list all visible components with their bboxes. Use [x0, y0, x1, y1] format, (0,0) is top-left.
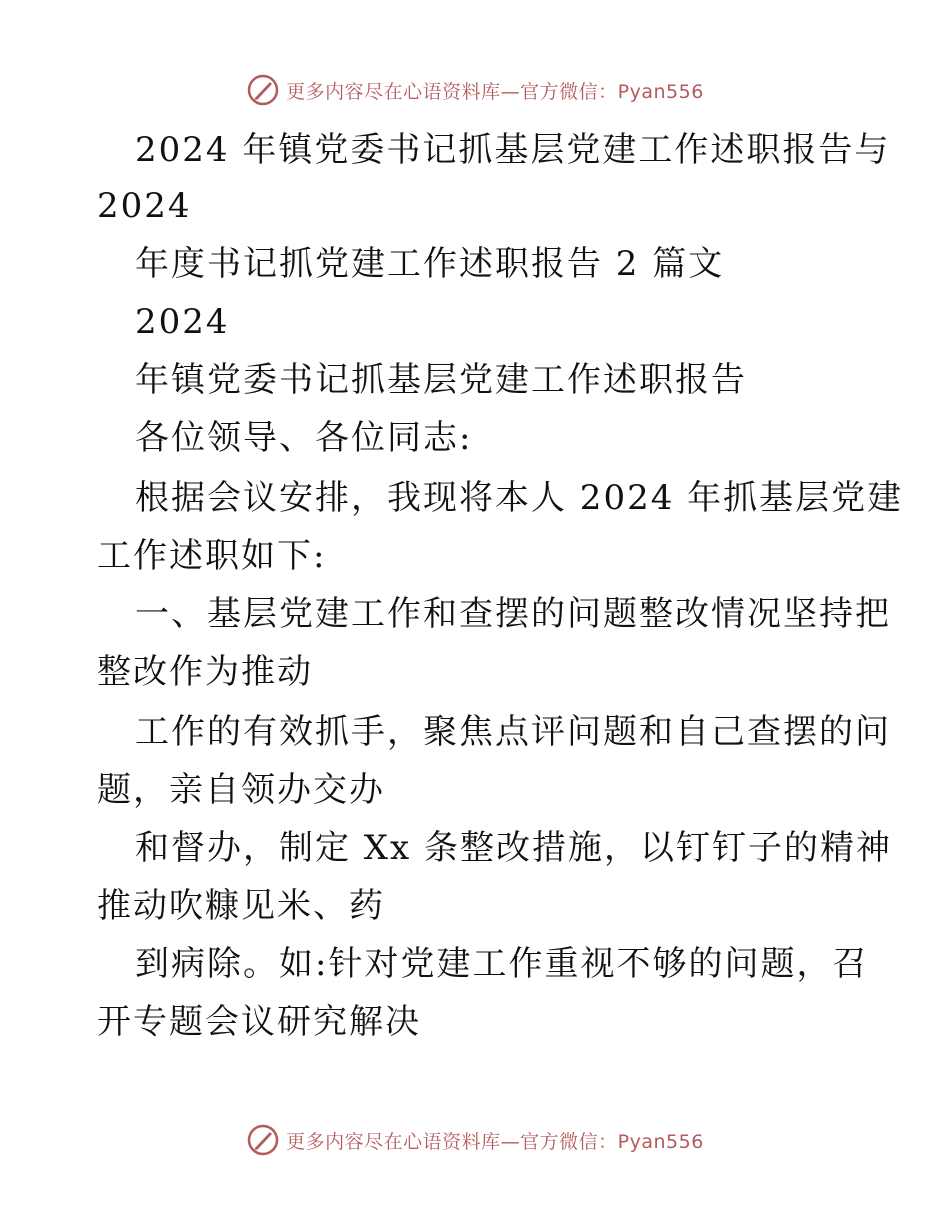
paragraph-line: 工作的有效抓手，聚焦点评问题和自己查摆的问: [135, 712, 891, 752]
title-line-1: 2024 年镇党委书记抓基层党建工作述职报告与: [135, 130, 891, 170]
paragraph-line: 题，亲自领办交办: [97, 770, 385, 810]
paragraph-line: 开专题会议研究解决: [97, 1002, 421, 1042]
title-line-4: 2024: [135, 302, 230, 342]
title-line-2: 2024: [97, 186, 192, 226]
title-line-3: 年度书记抓党建工作述职报告 2 篇文: [135, 244, 725, 284]
paragraph-line: 和督办，制定 Xx 条整改措施，以钉钉子的精神: [135, 828, 892, 868]
paragraph-line: 整改作为推动: [97, 652, 313, 692]
paragraph-line: 到病除。如:针对党建工作重视不够的问题，召: [135, 944, 869, 984]
watermark-text: 更多内容尽在心语资料库—官方微信：Pyan556: [286, 1130, 704, 1153]
quill-logo-icon: [246, 1123, 280, 1157]
paragraph-line: 工作述职如下:: [97, 536, 327, 576]
paragraph-line: 根据会议安排，我现将本人 2024 年抓基层党建: [135, 478, 904, 518]
paragraph-line: 推动吹糠见米、药: [97, 886, 385, 926]
subtitle-line: 年镇党委书记抓基层党建工作述职报告: [135, 360, 747, 400]
footer-watermark: [0, 1120, 950, 1160]
watermark-text: 更多内容尽在心语资料库—官方微信：Pyan556: [286, 80, 704, 103]
quill-logo-icon: [246, 73, 280, 107]
salutation: 各位领导、各位同志:: [135, 418, 473, 458]
header-watermark: [0, 70, 950, 110]
paragraph-line: 一、基层党建工作和查摆的问题整改情况坚持把: [135, 594, 891, 634]
